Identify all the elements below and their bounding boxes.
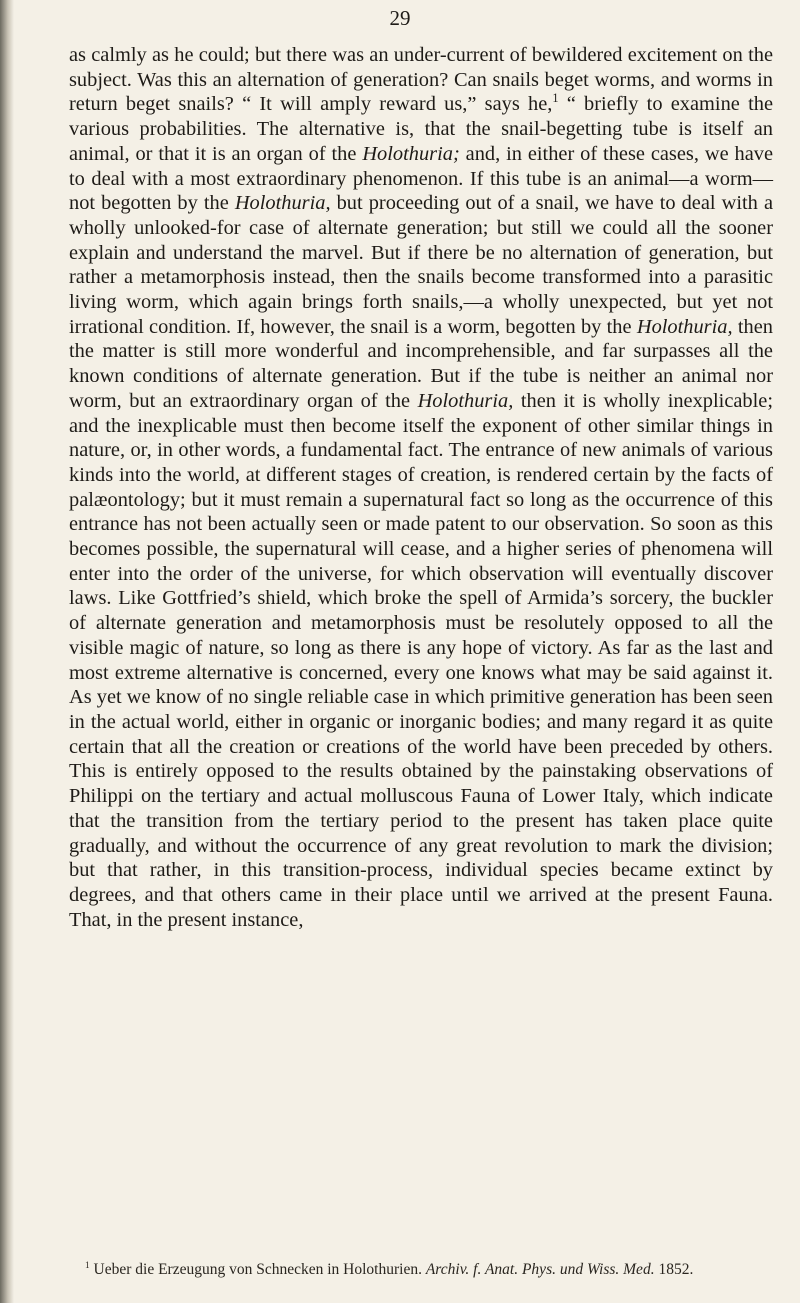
italic-term-holothuria: Holothuria,: [636, 315, 733, 338]
footnote-year: 1852.: [654, 1261, 694, 1278]
text-run-1: as calmly as he could; but there was an under-current of bewildered excitement on the subject. Was this an alternation of generation? Can snails beget worms, and worms in return beget snails? “ It will amply reward us,” says he,: [69, 44, 773, 116]
page-number: 29: [389, 6, 411, 30]
book-gutter-shadow: [0, 0, 14, 1303]
main-text-block: [69, 43, 773, 932]
footnote-marker: 1: [85, 1260, 90, 1271]
footnote-text: Ueber die Erzeugung von Schnecken in Holothurien.: [89, 1261, 426, 1278]
footnote: [69, 1260, 773, 1279]
text-run-5: then the matter is still more wonderful and incomprehensible, and far surpasses all the known conditions of alternate generation. But if the tube is neither an animal nor worm, but an extraordinary organ of the: [69, 315, 773, 412]
italic-term-holothuria: Holothuria;: [362, 142, 460, 165]
text-run-4: but proceeding out of a snail, we have to deal with a wholly unlooked-for case of alternate generation; but still we could all the sooner explain and understand the marvel. But if there be no alternation of generation, but rather a metamorphosis instead, then the snails become transformed into a parasitic living worm, which again brings forth snails,—a wholly unexpected, but yet not irrational condition. If, however, the snail is a worm, begotten by the: [69, 192, 773, 338]
text-run-6: then it is wholly inexplicable; and the inexplicable must then become itself the exponent of other similar things in nature, or, in other words, a fundamental fact. The entrance of new animals of various kinds into the world, at different stages of creation, is rendered certain by the facts of palæontology; but it must remain a supernatural fact so long as the occurrence of this entrance has not been actually seen or made patent to our observation. So soon as this becomes possible, the supernatural will cease, and a higher series of phenomena will enter into the order of the universe, for which observation will eventually discover laws. Like Gottfried’s shield, which broke the spell of Armida’s sorcery, the buckler of alternate generation and metamorphosis must be resolutely opposed to all the visible magic of nature, so long as there is any hope of victory. As far as the last and most extreme alternative is concerned, every one knows what may be said against it. As yet we know of no single reliable case in which primitive generation has been seen in the actual world, either in organic or inorganic bodies; and many regard it as quite certain that all the creation or creations of the world have been preceded by others. This is entirely opposed to the results obtained by the painstaking observations of Philippi on the tertiary and actual molluscous Fauna of Lower Italy, which indicate that the transition from the tertiary period to the present has taken place quite gradually, and without the occurrence of any great revolution to mark the division; but that rather, in this transition-process, individual species became extinct by degrees, and that others came in their place until we arrived at the present Fauna. That, in the present instance,: [69, 389, 773, 931]
text-run-3: and, in either of these cases, we have to deal with a most extraordinary phenomenon. If this tube is an animal—a worm—not begotten by the: [69, 142, 773, 215]
main-paragraph: [69, 43, 773, 932]
text-run-2: “ briefly to examine the various probabilities. The alternative is, that the snail-begetting tube is itself an animal, or that it is an organ of the: [69, 93, 773, 165]
footnote-paragraph: [69, 1260, 773, 1279]
italic-term-holothuria: Holothuria,: [234, 192, 331, 215]
footnote-journal-title: Archiv. f. Anat. Phys. und Wiss. Med.: [425, 1261, 655, 1278]
italic-term-holothuria: Holothuria,: [417, 389, 514, 412]
footnote-reference[interactable]: 1: [552, 91, 559, 106]
